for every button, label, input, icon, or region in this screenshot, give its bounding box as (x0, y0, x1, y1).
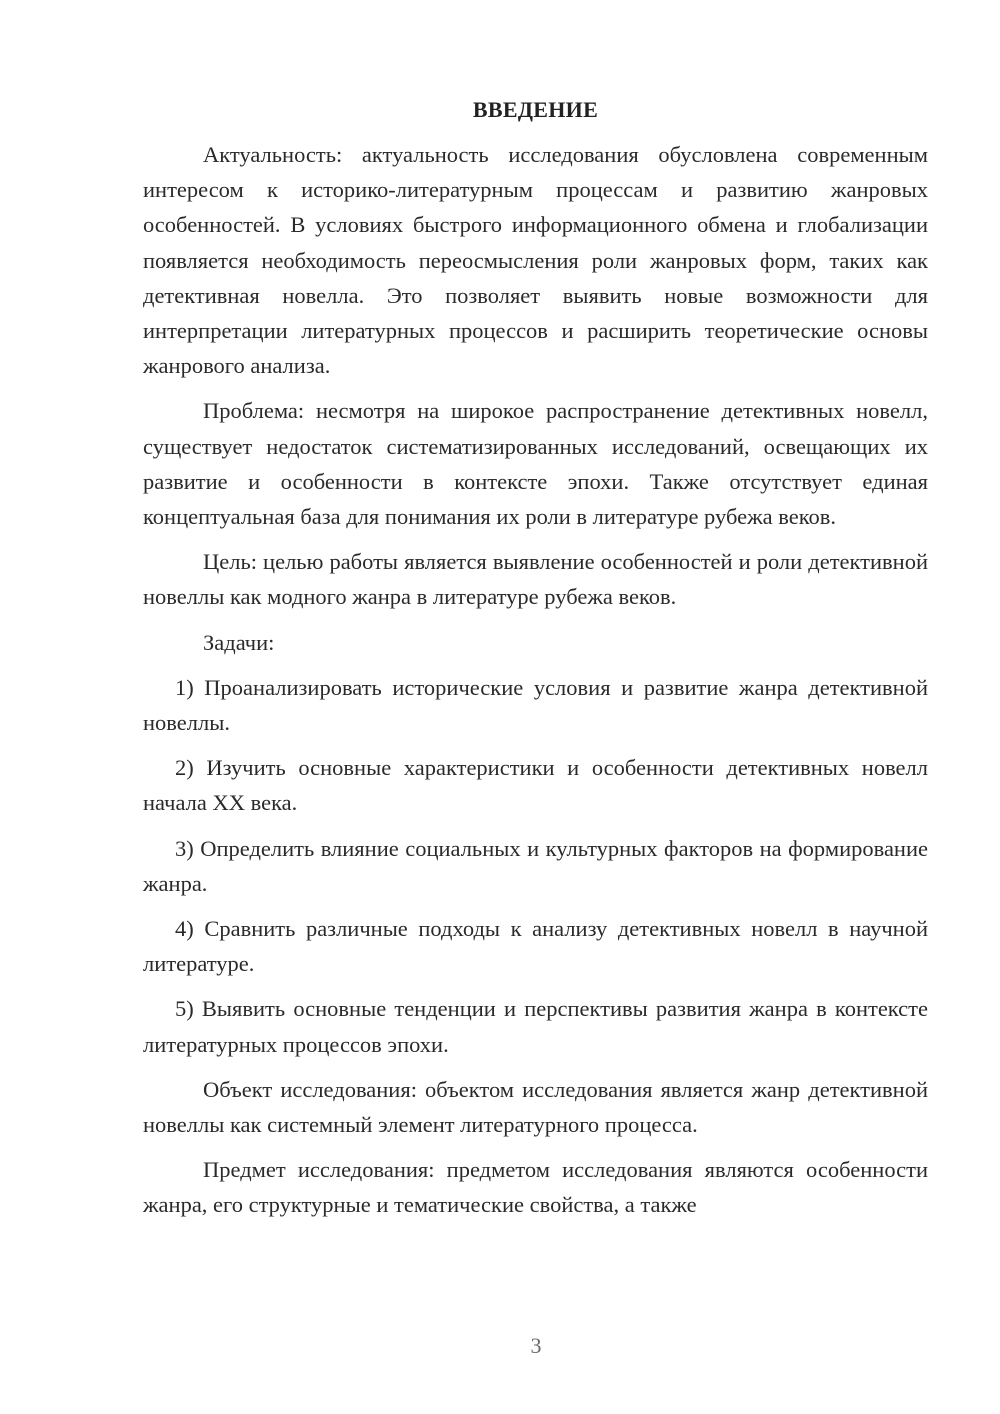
task-item-4: 4) Сравнить различные подходы к анализу детективных новелл в научной литературе. (143, 916, 928, 977)
task-item-2: 2) Изучить основные характеристики и особенности детективных новелл начала XX века. (143, 755, 928, 816)
paragraph-problem: Проблема: несмотря на широкое распространение детективных новелл, существует недостаток систематизированных исследований, освещающих их развитие и особенности в контексте эпохи. Также отсутствует единая концептуальная база для понимания их роли в литературе рубежа веков. (143, 398, 928, 530)
page-content (143, 95, 928, 1223)
task-item-1: 1) Проанализировать исторические условия и развитие жанра детективной новеллы. (143, 674, 928, 736)
paragraph-object: Объект исследования: объектом исследования является жанр детективной новеллы как системный элемент литературного процесса. (143, 1076, 928, 1138)
page-number: 3 (530, 1333, 542, 1358)
paragraph-subject: Предмет исследования: предметом исследования являются особенности жанра, его структурные и тематические свойства, а также (143, 1157, 928, 1218)
page-title: ВВЕДЕНИЕ (472, 97, 599, 122)
paragraph-tasks-heading: Задачи: (203, 629, 275, 655)
paragraph-goal: Цель: целью работы является выявление особенностей и роли детективной новеллы как модного жанра в литературе рубежа веков. (143, 549, 928, 610)
paragraph-relevance: Актуальность: актуальность исследования обусловлена современным интересом к историко-литературным процессам и развитию жанровых особенностей. В условиях быстрого информационного обмена и глобализации появляется необходимость переосмысления роли жанровых форм, таких как детективная новелла. Это позволяет выявить новые возможности для интерпретации литературных процессов и расширить теоретические основы жанрового анализа. (143, 142, 928, 379)
task-item-3: 3) Определить влияние социальных и культурных факторов на формирование жанра. (143, 835, 928, 896)
task-item-5: 5) Выявить основные тенденции и перспективы развития жанра в контексте литературных процессов эпохи. (143, 996, 928, 1057)
